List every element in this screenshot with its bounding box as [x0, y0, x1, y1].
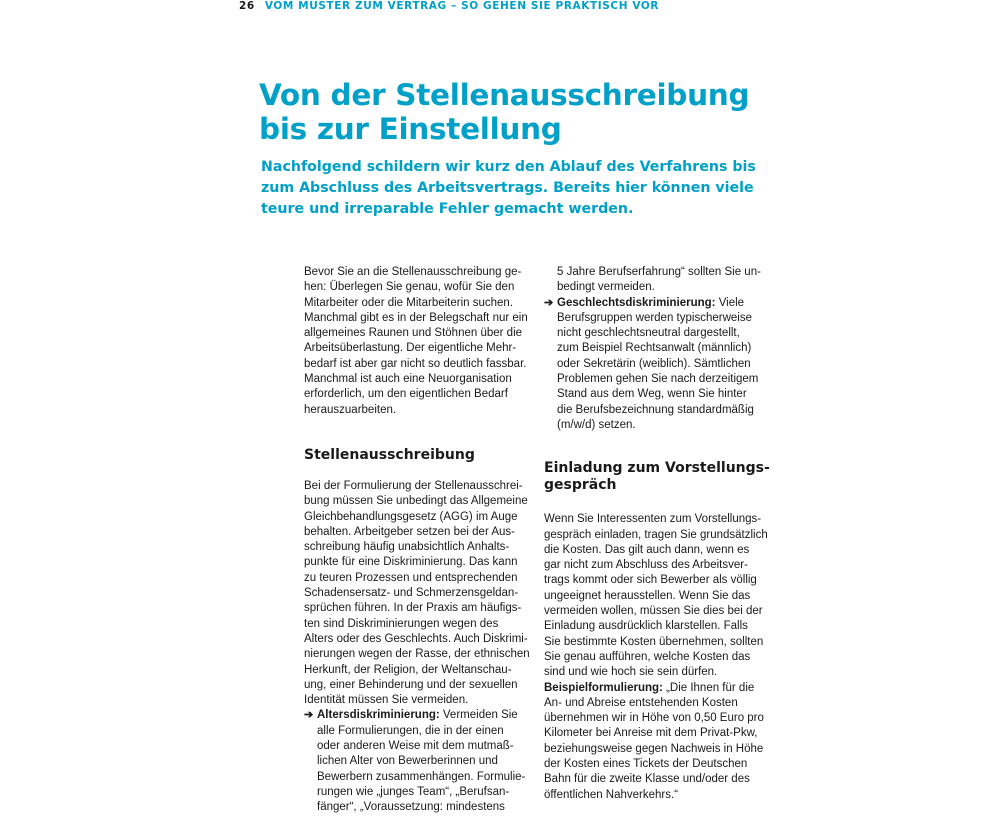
section-body-einladung [544, 512, 794, 680]
text-line: Einladung ausdrücklich klarstellen. Falls [544, 620, 748, 633]
text-line: Sie genau aufführen, welche Kosten das [544, 650, 751, 663]
text-line: beziehungsweise gegen Nachweis in Höhe [544, 742, 764, 755]
text-line: Herkunft, der Religion, der Weltanschau- [304, 663, 512, 676]
text-line: bedingt vermeiden. [557, 281, 655, 294]
example-label: Beispielformulierung: [544, 681, 663, 694]
arrow-right-icon: ➔ [544, 296, 554, 309]
text-line: Arbeitsüberlastung. Der eigentliche Mehr- [304, 342, 517, 355]
text-line: rungen wie „junges Team“, „Berufsan- [317, 785, 510, 798]
text-line: schreibung häufig unabsichtlich Anhalts- [304, 541, 510, 554]
right-column [544, 265, 794, 803]
text-line: lichen Alter von Bewerberinnen und [317, 755, 498, 768]
text-line: fänger“, „Voraussetzung: mindestens [317, 801, 505, 814]
running-header [239, 0, 659, 12]
lead-paragraph [261, 157, 756, 220]
section-heading-einladung [544, 460, 794, 494]
text-line: bedarf ist aber gar nicht so deutlich fassbar. [304, 357, 527, 370]
text-line: hen: Überlegen Sie genau, wofür Sie den [304, 281, 515, 294]
text-line: Alters oder des Geschlechts. Auch Diskrimi- [304, 632, 528, 645]
text-line: die Berufsbezeichnung standardmäßig [557, 403, 754, 416]
text-line: An- und Abreise entstehenden Kosten [544, 696, 738, 709]
text-line: öffentlichen Nahverkehrs.“ [544, 788, 679, 801]
text-line: Schadensersatz- und Schmerzensgeldan- [304, 587, 519, 600]
text-line: Identität müssen Sie vermeiden. [304, 694, 469, 707]
example-formulation [544, 681, 794, 803]
text-line: ung, einer Behinderung und der sexuellen [304, 678, 518, 691]
left-column [304, 265, 554, 816]
text-line: bung müssen Sie unbedingt das Allgemeine [304, 495, 528, 508]
text-line: allgemeines Raunen und Stöhnen über die [304, 327, 523, 340]
section-body-stellenausschreibung [304, 479, 554, 708]
example-first-line [544, 681, 794, 696]
text-line: Sie bestimmte Kosten übernehmen, sollten [544, 635, 764, 648]
text-line: der Kosten eines Tickets der Deutschen [544, 758, 748, 771]
text-line: Manchmal ist auch eine Neuorganisation [304, 373, 512, 386]
text-line: Gleichbehandlungsgesetz (AGG) im Auge [304, 510, 518, 523]
example-text: „Die Ihnen für die [662, 681, 755, 694]
text-line: Bewerbern zusammenhängen. Formulie- [317, 770, 526, 783]
intro-paragraph [304, 265, 554, 418]
text-line: Problemen gehen Sie nach derzeitigem [557, 373, 759, 386]
bullet-first-line [544, 296, 794, 311]
text-line: ungeeignet herausstellen. Wenn Sie das [544, 589, 751, 602]
text-line: nicht geschlechtsneutral dargestellt, [557, 327, 740, 340]
heading-line: gespräch [544, 477, 617, 494]
text-line: sprüchen führen. In der Praxis am häufigs- [304, 602, 522, 615]
bullet-continuation [544, 265, 794, 296]
text-line: oder Sekretärin (weiblich). Sämtlichen [557, 357, 751, 370]
arrow-right-icon: ➔ [304, 709, 314, 722]
page-title-line: Von der Stellenausschreibung [259, 78, 750, 112]
lead-line: zum Abschluss des Arbeitsvertrags. Bereits hier können viele [261, 180, 754, 196]
text-line: Berufsgruppen werden typischerweise [557, 311, 752, 324]
text-line: Bevor Sie an die Stellenausschreibung ge- [304, 266, 522, 278]
bullet-text: Viele [715, 296, 745, 309]
text-line: Kilometer bei Anreise mit dem Privat-Pkw, [544, 727, 758, 740]
text-line: sind und wie hoch sie sein dürfen. [544, 666, 718, 679]
bullet-label: Altersdiskriminierung: [317, 709, 440, 722]
text-line: übernehmen wir in Höhe von 0,50 Euro pro [544, 712, 764, 725]
text-line: oder anderen Weise mit dem mutmaß- [317, 740, 514, 753]
heading-line: Einladung zum Vorstellungs- [544, 460, 770, 477]
lead-line: Nachfolgend schildern wir kurz den Ablauf des Verfahrens bis [261, 159, 756, 175]
text-line: punkte für eine Diskriminierung. Das kann [304, 556, 518, 569]
bullet-first-line [304, 708, 554, 723]
page-title [259, 78, 749, 146]
text-line: Wenn Sie Interessenten zum Vorstellungs- [544, 513, 762, 526]
text-line: zum Beispiel Rechtsanwalt (männlich) [557, 342, 752, 355]
text-line: (m/w/d) setzen. [557, 418, 636, 431]
text-line: herauszuarbeiten. [304, 403, 397, 416]
text-line: zu teuren Prozessen und entsprechenden [304, 571, 518, 584]
text-line: Mitarbeiter oder die Mitarbeiterin suchen. [304, 296, 514, 309]
text-line: die Kosten. Das gilt auch dann, wenn es [544, 543, 750, 556]
text-line: erforderlich, um den eigentlichen Bedarf [304, 388, 508, 401]
bullet-label: Geschlechtsdiskriminierung: [557, 296, 716, 309]
text-line: vermeiden wollen, müssen Sie dies bei der [544, 605, 763, 618]
text-line: gespräch einladen, tragen Sie grundsätzlich [544, 528, 768, 541]
text-line: Stand aus dem Weg, wenn Sie hinter [557, 388, 747, 401]
bullet-item-altersdiskriminierung [304, 708, 554, 815]
text-line: trags kommt oder sich Bewerber als völlig [544, 574, 757, 587]
text-line: gar nicht zum Abschluss des Arbeitsver- [544, 559, 748, 572]
text-line: ten sind Diskriminierungen wegen des [304, 617, 499, 630]
section-heading-stellenausschreibung: Stellenausschreibung [304, 446, 475, 463]
lead-line: teure und irreparable Fehler gemacht werden. [261, 201, 634, 217]
text-line: behalten. Arbeitgeber setzen bei der Aus- [304, 525, 515, 538]
text-line: Manchmal gibt es in der Belegschaft nur ein [304, 311, 528, 324]
text-line: Bahn für die zweite Klasse und/oder des [544, 773, 750, 786]
page-title-line: bis zur Einstellung [259, 112, 562, 146]
bullet-item-geschlechtsdiskriminierung [544, 296, 794, 434]
running-title: VOM MUSTER ZUM VERTRAG – SO GEHEN SIE PRAKTISCH VOR [264, 0, 660, 12]
text-line: Bei der Formulierung der Stellenausschrei- [304, 479, 523, 492]
page-number: 26 [239, 0, 255, 12]
text-line: nierungen wegen der Rasse, der ethnischen [304, 648, 530, 661]
bullet-text: Vermeiden Sie [439, 709, 518, 722]
text-line: alle Formulierungen, die in der einen [317, 724, 504, 737]
text-line: 5 Jahre Berufserfahrung“ sollten Sie un- [557, 266, 761, 278]
